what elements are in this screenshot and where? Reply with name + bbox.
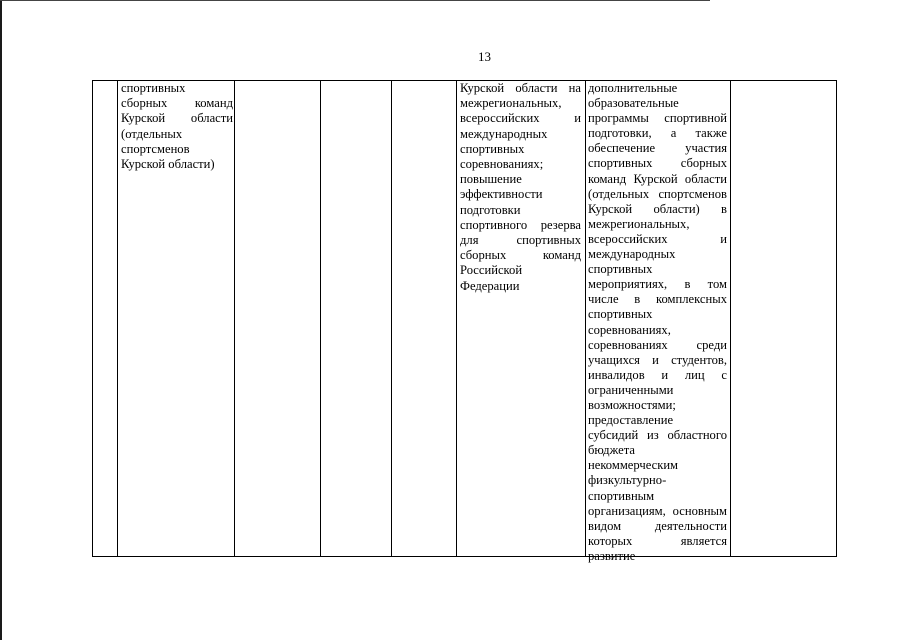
table-cell-goals xyxy=(460,81,581,294)
cell-text-line: Федерации xyxy=(460,278,520,293)
cell-text-line: для спортивных xyxy=(460,233,581,248)
cell-text-line: Курской области) xyxy=(121,157,215,172)
cell-text-line: программы спортивной xyxy=(588,111,727,126)
cell-text-line: спортивных сборных xyxy=(588,156,727,171)
cell-text-line: Курской области на xyxy=(460,81,581,95)
cell-text-line: предоставление xyxy=(588,413,674,428)
table-cell-participants xyxy=(121,81,233,172)
cell-text-line: возможностями; xyxy=(588,397,676,412)
column-divider xyxy=(456,80,457,557)
cell-text-line: видом деятельности xyxy=(588,518,727,533)
cell-text-line: спортивного резерва xyxy=(460,217,581,232)
cell-text-line: эффективности xyxy=(460,187,543,202)
cell-text-line: повышение xyxy=(460,172,522,187)
cell-text-line: Российской xyxy=(460,263,523,278)
cell-text-line: подготовки xyxy=(460,202,521,217)
cell-text-line: физкультурно- xyxy=(588,473,667,488)
cell-text-line: соревнованиях, xyxy=(588,322,671,337)
column-divider xyxy=(730,80,731,557)
cell-text-line: числе в комплексных xyxy=(588,292,727,307)
cell-text-line: (отдельных спортсменов xyxy=(588,186,727,201)
cell-text-line: сборных команд xyxy=(460,248,581,263)
cell-text-line: учащихся и студентов, xyxy=(588,352,727,367)
cell-text-line: команд Курской области xyxy=(588,171,727,186)
cell-text-line: межрегиональных, xyxy=(460,96,562,111)
cell-text-line: спортивных xyxy=(588,262,653,277)
column-divider xyxy=(234,80,235,557)
cell-text-line: которых является xyxy=(588,533,727,548)
cell-text-line: ограниченными xyxy=(588,382,674,397)
cell-text-line: сборных команд xyxy=(121,96,233,111)
cell-text-line: организациям, основным xyxy=(588,503,727,518)
page-number: 13 xyxy=(478,49,491,64)
cell-text-line: обеспечение участия xyxy=(588,141,727,156)
cell-text-line: инвалидов и лиц с xyxy=(588,367,727,382)
cell-text-line: образовательные xyxy=(588,96,679,111)
cell-text-line: межрегиональных, xyxy=(588,216,690,231)
cell-text-line: спортивных xyxy=(460,141,525,156)
cell-text-line: спортивным xyxy=(588,488,655,503)
cell-text-line: некоммерческим xyxy=(588,458,679,473)
cell-text-line: спортивных xyxy=(588,307,653,322)
cell-text-line: спортивных xyxy=(121,81,186,95)
cell-text-line: субсидий из областного xyxy=(588,428,727,443)
column-divider xyxy=(320,80,321,557)
cell-text-line: международных xyxy=(588,247,676,262)
cell-text-line: дополнительные xyxy=(588,81,678,95)
cell-text-line: соревнованиях среди xyxy=(588,337,727,352)
cell-text-line: (отдельных xyxy=(121,126,183,141)
cell-text-line: соревнованиях; xyxy=(460,157,544,172)
cell-text-line: мероприятиях, в том xyxy=(588,277,727,292)
cell-text-line: спортсменов xyxy=(121,141,190,156)
cell-text-line: Курской области xyxy=(121,111,233,126)
column-divider xyxy=(391,80,392,557)
cell-text-line: всероссийских и xyxy=(460,111,581,126)
column-divider xyxy=(585,80,586,557)
cell-text-line: Курской области) в xyxy=(588,201,727,216)
cell-text-line: всероссийских и xyxy=(588,231,727,246)
cell-text-line: развитие xyxy=(588,548,636,563)
cell-text-line: бюджета xyxy=(588,443,635,458)
top-edge-line xyxy=(0,0,710,1)
cell-text-line: международных xyxy=(460,126,548,141)
column-divider xyxy=(117,80,118,557)
cell-text-line: подготовки, а также xyxy=(588,126,727,141)
table-cell-measures xyxy=(588,81,727,564)
